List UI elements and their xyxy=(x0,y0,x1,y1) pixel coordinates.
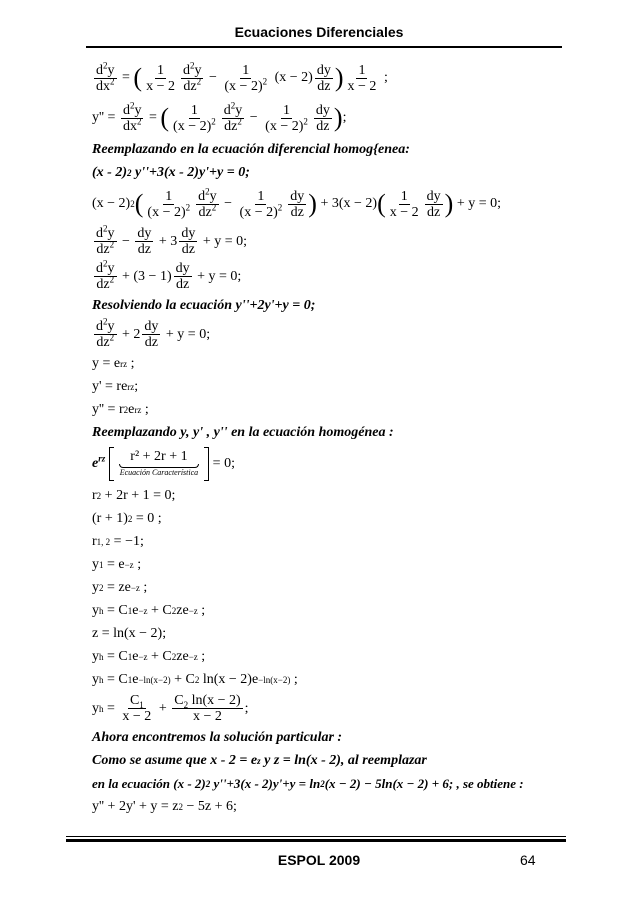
equation-line-21: z = ln(x − 2); xyxy=(92,625,167,641)
equation-line-5: (x − 2) 2 ( $\frac{1}{(x - 2)^2}$ $\frac{d^2y}{dz^2}$ − $\frac{1}{(x - 2)^2}$ $\frac{dy}{dz}$ ) + 3(x − 2) ( $\frac{1}{x - 2}$ $\frac{dy}{dz}$ ) + y = 0; xyxy=(92,185,502,220)
equation-line-12: y'' = r 2 e rz ; xyxy=(92,401,149,417)
equation-line-15: r 2 + 2r + 1 = 0; xyxy=(92,487,176,503)
text-line-8: Resolviendo la ecuación y''+2y'+y = 0; xyxy=(92,297,316,313)
equation-line-14: $e^{rz}$ r² + 2r + 1 Ecuación Característica = 0; xyxy=(92,444,558,484)
page-number: 64 xyxy=(520,852,536,868)
text-line-27: en la ecuación (x - 2) 2 y''+3(x - 2)y'+y = ln 2 (x − 2) − 5ln(x − 2) + 6; , se obtiene : xyxy=(92,775,524,791)
equation-line-9: $\frac{d^2y}{dz^2}$ + 2 $\frac{dy}{dz}$ + y = 0; xyxy=(96,316,211,350)
equation-line-24: y h = $\frac{C_1}{x - 2}$ + $\frac{C_2 \ln(x - 2)}{x - 2}$ ; xyxy=(92,693,249,724)
page-header: Ecuaciones Diferenciales xyxy=(234,24,404,40)
equation-line-10: y = e rz ; xyxy=(92,355,135,371)
text-line-26: Como se asume que x - 2 = e z y z = ln(x - 2), al reemplazar xyxy=(92,752,427,768)
footer-rule-thick xyxy=(66,839,566,842)
text-line-25: Ahora encontremos la solución particular : xyxy=(92,729,343,745)
text-line-3: Reemplazando en la ecuación diferencial homog{enea: xyxy=(92,141,410,157)
equation-line-20: y h = C 1 e −z + C 2 ze −z ; xyxy=(92,602,206,618)
equation-line-1: $\frac{d^2y}{dx^2}$ = ( $\frac{1}{x - 2}$ $\frac{d^2y}{dz^2}$ − $\frac{1}{(x - 2)^2}$ (x − 2) $\frac{dy}{dz}$ ) $\frac{1}{x - 2}$ ; xyxy=(96,59,388,94)
equation-line-23: y h = C 1 e −ln(x−2) + C 2 ln(x − 2)e −ln(x−2) ; xyxy=(92,671,298,687)
equation-line-4: (x - 2) 2 y''+3(x - 2)y'+y = 0; xyxy=(92,164,250,180)
equation-line-7: $\frac{d^2y}{dz^2}$ + (3 − 1) $\frac{dy}{dz}$ + y = 0; xyxy=(96,258,242,292)
footer-rule xyxy=(66,836,566,837)
document-body xyxy=(92,58,558,818)
equation-line-19: y 2 = ze −z ; xyxy=(92,579,148,595)
header-rule xyxy=(86,46,562,48)
equation-line-11: y' = re rz ; xyxy=(92,378,139,394)
equation-line-16: (r + 1) 2 = 0 ; xyxy=(92,510,162,526)
equation-line-22: y h = C 1 e −z + C 2 ze −z ; xyxy=(92,648,206,664)
equation-line-17: r 1, 2 = −1; xyxy=(92,533,144,549)
equation-line-2: y'' = $\frac{d^2y}{dx^2}$ = ( $\frac{1}{(x - 2)^2}$ $\frac{d^2y}{dz^2}$ − $\frac{1}{(x - 2)^2}$ $\frac{dy}{dz}$ ) ; xyxy=(92,99,347,134)
text-line-13: Reemplazando y, y' , y'' en la ecuación homogénea : xyxy=(92,424,394,440)
equation-line-18: y 1 = e −z ; xyxy=(92,556,142,572)
equation-line-6: $\frac{d^2y}{dz^2}$ − $\frac{dy}{dz}$ + 3 $\frac{dy}{dz}$ + y = 0; xyxy=(96,223,247,257)
footer-label: ESPOL 2009 xyxy=(277,852,361,868)
equation-line-28: y'' + 2y' + y = z 2 − 5z + 6; xyxy=(92,798,237,814)
